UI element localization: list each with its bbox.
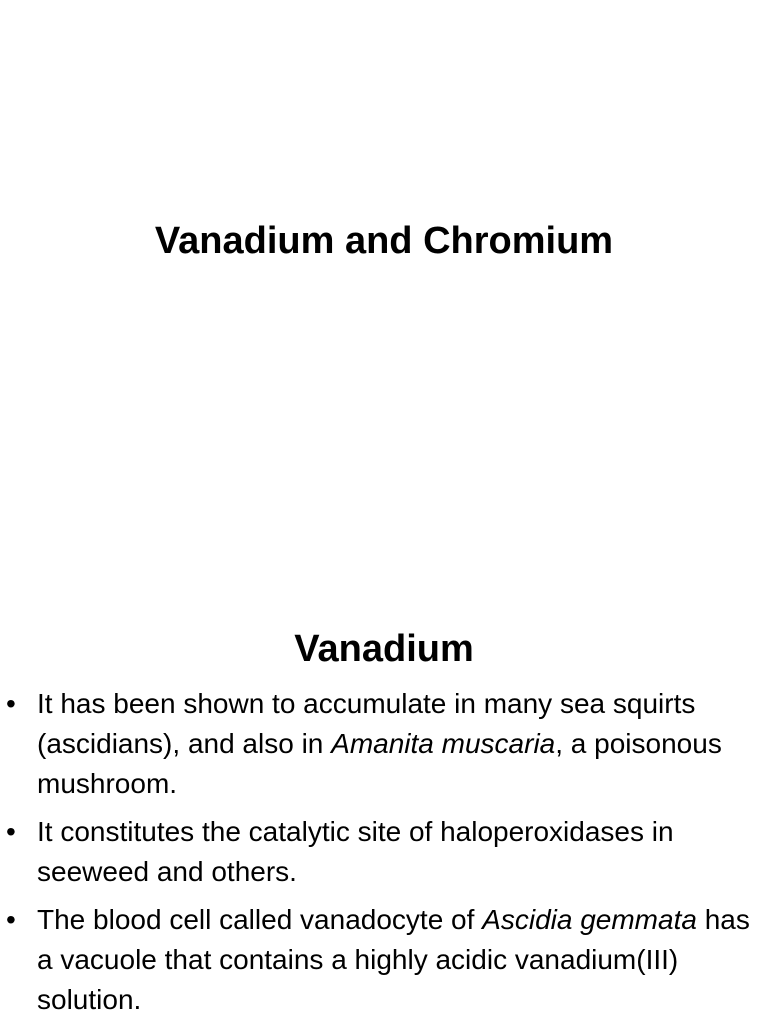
presentation-title: Vanadium and Chromium xyxy=(154,220,614,262)
bullet-text xyxy=(37,816,674,887)
slide-title: Vanadium xyxy=(294,628,474,670)
bullet-list xyxy=(0,684,768,1028)
bullet-text-segment: , a poisonous mushroom. xyxy=(37,728,722,799)
bullet-text-segment: It has been shown to accumulate in many sea squirts (ascidians), and also in xyxy=(37,688,696,759)
bullet-text-segment: It constitutes the catalytic site of haloperoxidases in seeweed and others. xyxy=(37,816,674,887)
bullet-text xyxy=(37,904,750,1015)
species-name: Ascidia gemmata xyxy=(482,904,697,935)
bullet-icon: • xyxy=(6,816,16,847)
content-slide xyxy=(0,576,768,1024)
bullet-item xyxy=(0,684,768,804)
species-name: Amanita muscaria xyxy=(331,728,556,759)
bullet-text xyxy=(37,688,722,799)
bullet-icon: • xyxy=(6,688,16,719)
bullet-text-segment: has a vacuole that contains a highly acidic vanadium(III) solution. xyxy=(37,904,750,1015)
bullet-text-segment: The blood cell called vanadocyte of xyxy=(37,904,483,935)
bullet-item xyxy=(0,812,768,892)
bullet-item xyxy=(0,900,768,1020)
bullet-icon: • xyxy=(6,904,16,935)
